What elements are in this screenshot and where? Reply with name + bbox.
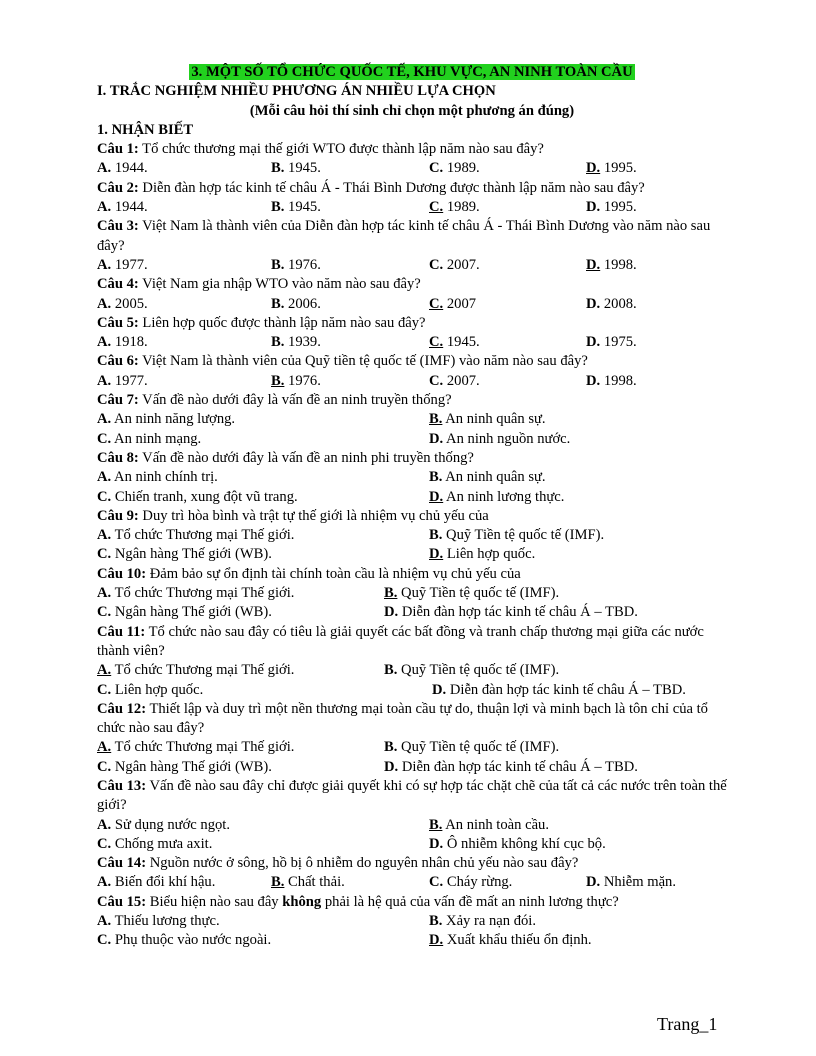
option-d[interactable]: D. Ô nhiễm không khí cục bộ. [429,835,606,852]
question-11: Câu 11: Tổ chức nào sau đây có tiêu là giải quyết các bất đồng và tranh chấp thương mại giữa các nước thành viên? [97,623,704,659]
option-d[interactable]: D. Diễn đàn hợp tác kinh tế châu Á – TBD. [384,604,638,621]
option-b[interactable]: B. Quỹ Tiền tệ quốc tế (IMF). [384,739,560,756]
question-9: Câu 9: Duy trì hòa bình và trật tự thế giới là nhiệm vụ chủ yếu của [97,507,489,524]
question-5: Câu 5: Liên hợp quốc được thành lập năm nào sau đây? [97,314,426,331]
options-row [97,488,727,507]
options-row [97,198,727,217]
options-row [97,295,727,314]
option-b-correct[interactable]: B. 1976. [271,372,321,389]
question-10: Câu 10: Đảm bảo sự ổn định tài chính toàn cầu là nhiệm vụ chủ yếu của [97,565,521,582]
option-a[interactable]: A. Thiếu lương thực. [97,913,220,930]
options-row [97,256,727,275]
question-4: Câu 4: Việt Nam gia nhập WTO vào năm nào sau đây? [97,276,421,293]
option-b[interactable]: B. 1945. [271,199,321,216]
options-row [97,912,727,931]
option-d[interactable]: D. 2008. [586,295,637,312]
option-c-correct[interactable]: C. 1945. [429,334,480,351]
option-a[interactable]: A. An ninh chính trị. [97,469,218,486]
option-c[interactable]: C. Chống mưa axit. [97,835,213,852]
options-row [97,603,727,622]
option-c[interactable]: C. Ngân hàng Thế giới (WB). [97,546,272,563]
question-12: Câu 12: Thiết lập và duy trì một nền thương mại toàn cầu tự do, thuận lợi và minh bạch là tôn chỉ của tổ chức nào sau đây? [97,700,708,737]
option-d[interactable]: D. Diễn đàn hợp tác kinh tế châu Á – TBD. [432,681,686,698]
option-a[interactable]: A. 1918. [97,334,148,351]
option-c-correct[interactable]: C. 2007 [429,295,477,312]
option-c[interactable]: C. 2007. [429,372,480,389]
option-c[interactable]: C. Ngân hàng Thế giới (WB). [97,604,272,621]
question-7: Câu 7: Vấn đề nào dưới đây là vấn đề an ninh truyền thống? [97,392,452,409]
section-heading: I. TRẮC NGHIỆM NHIỀU PHƯƠNG ÁN NHIỀU LỰA CHỌN [97,83,496,100]
options-row [97,430,727,449]
options-row [97,661,727,680]
option-d[interactable]: D. Diễn đàn hợp tác kinh tế châu Á – TBD. [384,758,638,775]
option-a[interactable]: A. An ninh năng lượng. [97,411,236,428]
options-row [97,738,727,757]
option-b[interactable]: B. 1976. [271,256,321,273]
options-row [97,835,727,854]
option-a[interactable]: A. 1977. [97,372,148,389]
option-c[interactable]: C. Cháy rừng. [429,874,513,891]
option-b-correct[interactable]: B. Chất thải. [271,874,345,891]
option-a-correct[interactable]: A. Tổ chức Thương mại Thế giới. [97,739,295,756]
options-row [97,873,727,892]
question-13: Câu 13: Vấn đề nào sau đây chỉ được giải quyết khi có sự hợp tác chặt chẽ của tất cả các nước trên toàn thế giới? [97,777,727,814]
option-a[interactable]: A. Tổ chức Thương mại Thế giới. [97,527,295,544]
document-title: 3. MỘT SỐ TỔ CHỨC QUỐC TẾ, KHU VỰC, AN NINH TOÀN CẦU [191,64,633,80]
option-a[interactable]: A. Tổ chức Thương mại Thế giới. [97,585,295,602]
options-row [97,681,727,700]
option-a-correct[interactable]: A. Tổ chức Thương mại Thế giới. [97,662,295,679]
option-c[interactable]: C. An ninh mạng. [97,430,202,447]
option-c[interactable]: C. Ngân hàng Thế giới (WB). [97,758,272,775]
option-a[interactable]: A. 2005. [97,295,148,312]
option-c[interactable]: C. Phụ thuộc vào nước ngoài. [97,932,272,949]
question-15: Câu 15: Biểu hiện nào sau đây không phải là hệ quả của vấn đề mất an ninh lương thực? [97,893,619,910]
option-b[interactable]: B. An ninh quân sự. [429,469,546,486]
options-row [97,816,727,835]
page-number: Trang_1 [657,1014,718,1034]
option-d[interactable]: D. 1998. [586,372,637,389]
option-a[interactable]: A. 1977. [97,256,148,273]
option-b[interactable]: B. 1945. [271,160,321,177]
option-b[interactable]: B. Quỹ Tiền tệ quốc tế (IMF). [384,662,560,679]
option-d-correct[interactable]: D. Liên hợp quốc. [429,546,536,563]
question-8: Câu 8: Vấn đề nào dưới đây là vấn đề an ninh phi truyền thống? [97,449,474,466]
options-row [97,545,727,564]
option-d-correct[interactable]: D. Xuất khẩu thiếu ổn định. [429,932,592,949]
option-c[interactable]: C. 2007. [429,256,480,273]
option-d[interactable]: D. Nhiễm mặn. [586,874,676,891]
options-row [97,372,727,391]
option-b[interactable]: B. 2006. [271,295,321,312]
option-c[interactable]: C. Chiến tranh, xung đột vũ trang. [97,488,298,505]
options-row [97,468,727,487]
option-b[interactable]: B. 1939. [271,334,321,351]
question-2: Câu 2: Diễn đàn hợp tác kinh tế châu Á - Thái Bình Dương được thành lập năm nào sau đây? [97,179,645,196]
option-c-correct[interactable]: C. 1989. [429,199,480,216]
option-d[interactable]: D. An ninh nguồn nước. [429,430,571,447]
option-d-correct[interactable]: D. An ninh lương thực. [429,488,565,505]
option-a[interactable]: A. Sử dụng nước ngọt. [97,816,231,833]
option-c[interactable]: C. Liên hợp quốc. [97,681,204,698]
option-d[interactable]: D. 1995. [586,199,637,216]
question-3: Câu 3: Việt Nam là thành viên của Diễn đàn hợp tác kinh tế châu Á - Thái Bình Dương vào năm nào sau đây? [97,218,711,254]
option-a[interactable]: A. Biến đổi khí hậu. [97,874,216,891]
options-row [97,159,727,178]
options-row [97,526,727,545]
option-c[interactable]: C. 1989. [429,160,480,177]
options-row [97,333,727,352]
level-heading: 1. NHẬN BIẾT [97,121,194,138]
option-b-correct[interactable]: B. An ninh toàn cầu. [429,816,549,833]
options-row [97,584,727,603]
option-a[interactable]: A. 1944. [97,199,148,216]
option-b[interactable]: B. Quỹ Tiền tệ quốc tế (IMF). [429,527,605,544]
question-1: Câu 1: Tổ chức thương mại thế giới WTO được thành lập năm nào sau đây? [97,141,544,158]
option-b-correct[interactable]: B. Quỹ Tiền tệ quốc tế (IMF). [384,585,560,602]
options-row [97,758,727,777]
option-d-correct[interactable]: D. 1995. [586,160,637,177]
question-14: Câu 14: Nguồn nước ở sông, hồ bị ô nhiễm do nguyên nhân chủ yếu nào sau đây? [97,855,579,872]
options-row [97,931,727,950]
instruction: (Mỗi câu hỏi thí sinh chỉ chọn một phương án đúng) [249,102,575,119]
document-page [97,63,727,951]
options-row [97,410,727,429]
option-d[interactable]: D. 1975. [586,334,637,351]
option-b-correct[interactable]: B. An ninh quân sự. [429,411,546,428]
option-d-correct[interactable]: D. 1998. [586,256,637,273]
option-b[interactable]: B. Xảy ra nạn đói. [429,913,537,930]
question-6: Câu 6: Việt Nam là thành viên của Quỹ tiền tệ quốc tế (IMF) vào năm nào sau đây? [97,353,588,370]
option-a[interactable]: A. 1944. [97,160,148,177]
